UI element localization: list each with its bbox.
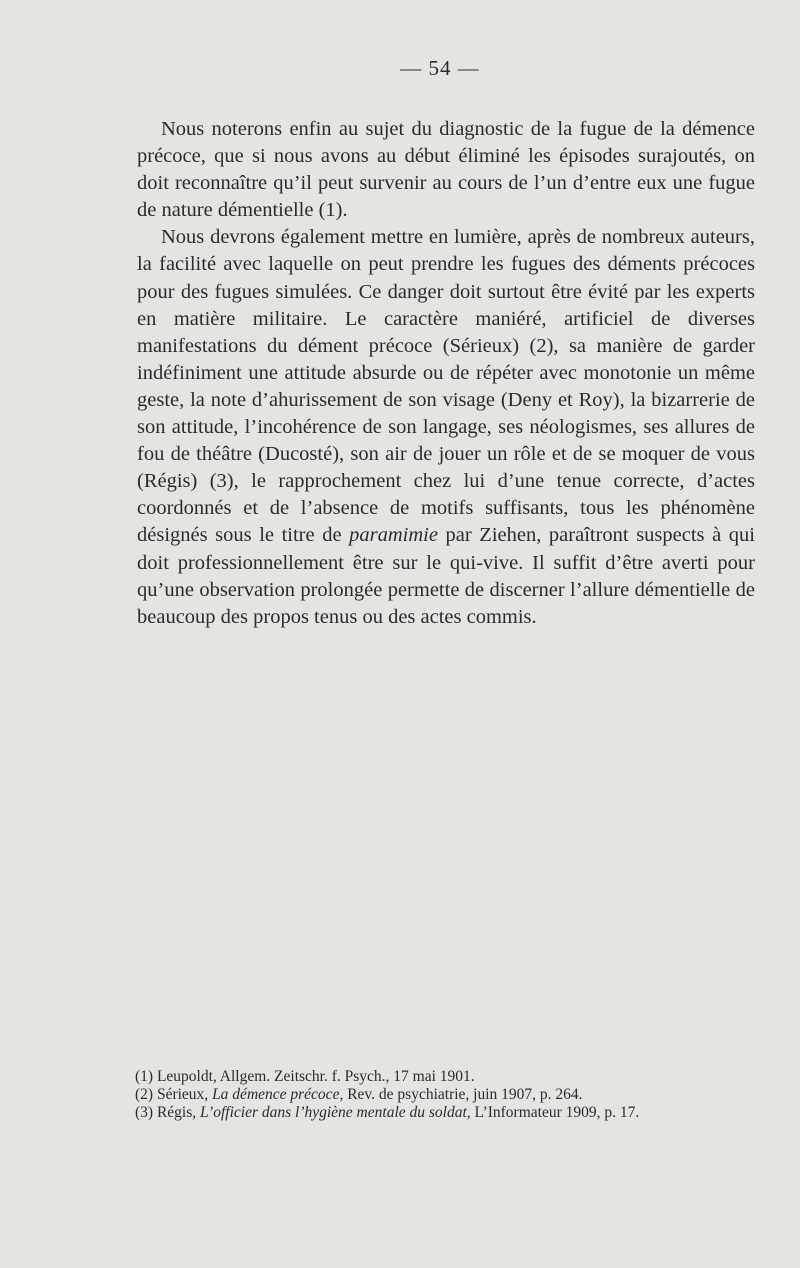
footnote-1-text: Leupoldt, Allgem. Zeitschr. f. Psych., 17 mai 1901. (156, 1068, 475, 1085)
paragraph-2-text-after: par Ziehen, paraîtront suspects à qui doit professionnellement être sur le qui-vive. Il suffit d’être averti pour qu’une observation prolongée permette de discerner l’allure démentielle de beaucoup des propos tenus ou des actes commis. (137, 524, 755, 628)
paragraph-2-text-before: Nous devrons également mettre en lumière, après de nombreux auteurs, la facilité avec laquelle on peut prendre les fugues des déments précoces pour des fugues simulées. Ce danger doit surtout être évité par les experts en matière militaire. Le caractère maniéré, artificiel de diverses manifestations du dément précoce (Sérieux) (2), sa manière de garder indéfiniment une attitude absurde ou de répéter avec monotonie un même geste, la note d’ahurissement de son visage (Deny et Roy), la bizarrerie de son attitude, l’incohérence de son langage, ses néologismes, ses allures de fou de théâtre (Ducosté), son air de jouer un rôle et de se moquer de vous (Régis) (3), le rapprochement chez lui d’une tenue correcte, d’actes coordonnés et de l’absence de motifs suffisants, tous les phénomène désignés sous le titre de (137, 226, 755, 547)
footnote-2-author: Sérieux, (156, 1086, 213, 1103)
footnote-3-marker: (3) (135, 1104, 154, 1121)
footnote-3-title: L’officier dans l’hygiène mentale du soldat, (200, 1104, 471, 1121)
footnote-1 (135, 1068, 753, 1086)
page-number: — 54 — (400, 56, 480, 80)
paragraph-1: Nous noterons enfin au sujet du diagnostic de la fugue de la démence précoce, que si nous avons au début éliminé les épisodes surajoutés, on doit reconnaître qu’il peut survenir au cours de l’un d’entre eux une fugue de nature démentielle (1). (137, 118, 755, 222)
footnotes (135, 1068, 753, 1122)
body-text (137, 116, 755, 631)
footnote-2-marker: (2) (135, 1086, 154, 1103)
footnote-2-title: La démence précoce, (212, 1086, 344, 1103)
paragraph-2 (137, 224, 755, 630)
footnote-3-source: L’Informateur 1909, p. 17. (470, 1104, 640, 1121)
footnote-3 (135, 1104, 753, 1122)
paragraph-2-italic-term: paramimie (349, 524, 438, 547)
footnote-2 (135, 1086, 753, 1104)
footnote-2-source: Rev. de psychiatrie, juin 1907, p. 264. (343, 1086, 583, 1103)
footnote-1-marker: (1) (135, 1068, 154, 1085)
footnote-3-author: Régis, (156, 1104, 201, 1121)
